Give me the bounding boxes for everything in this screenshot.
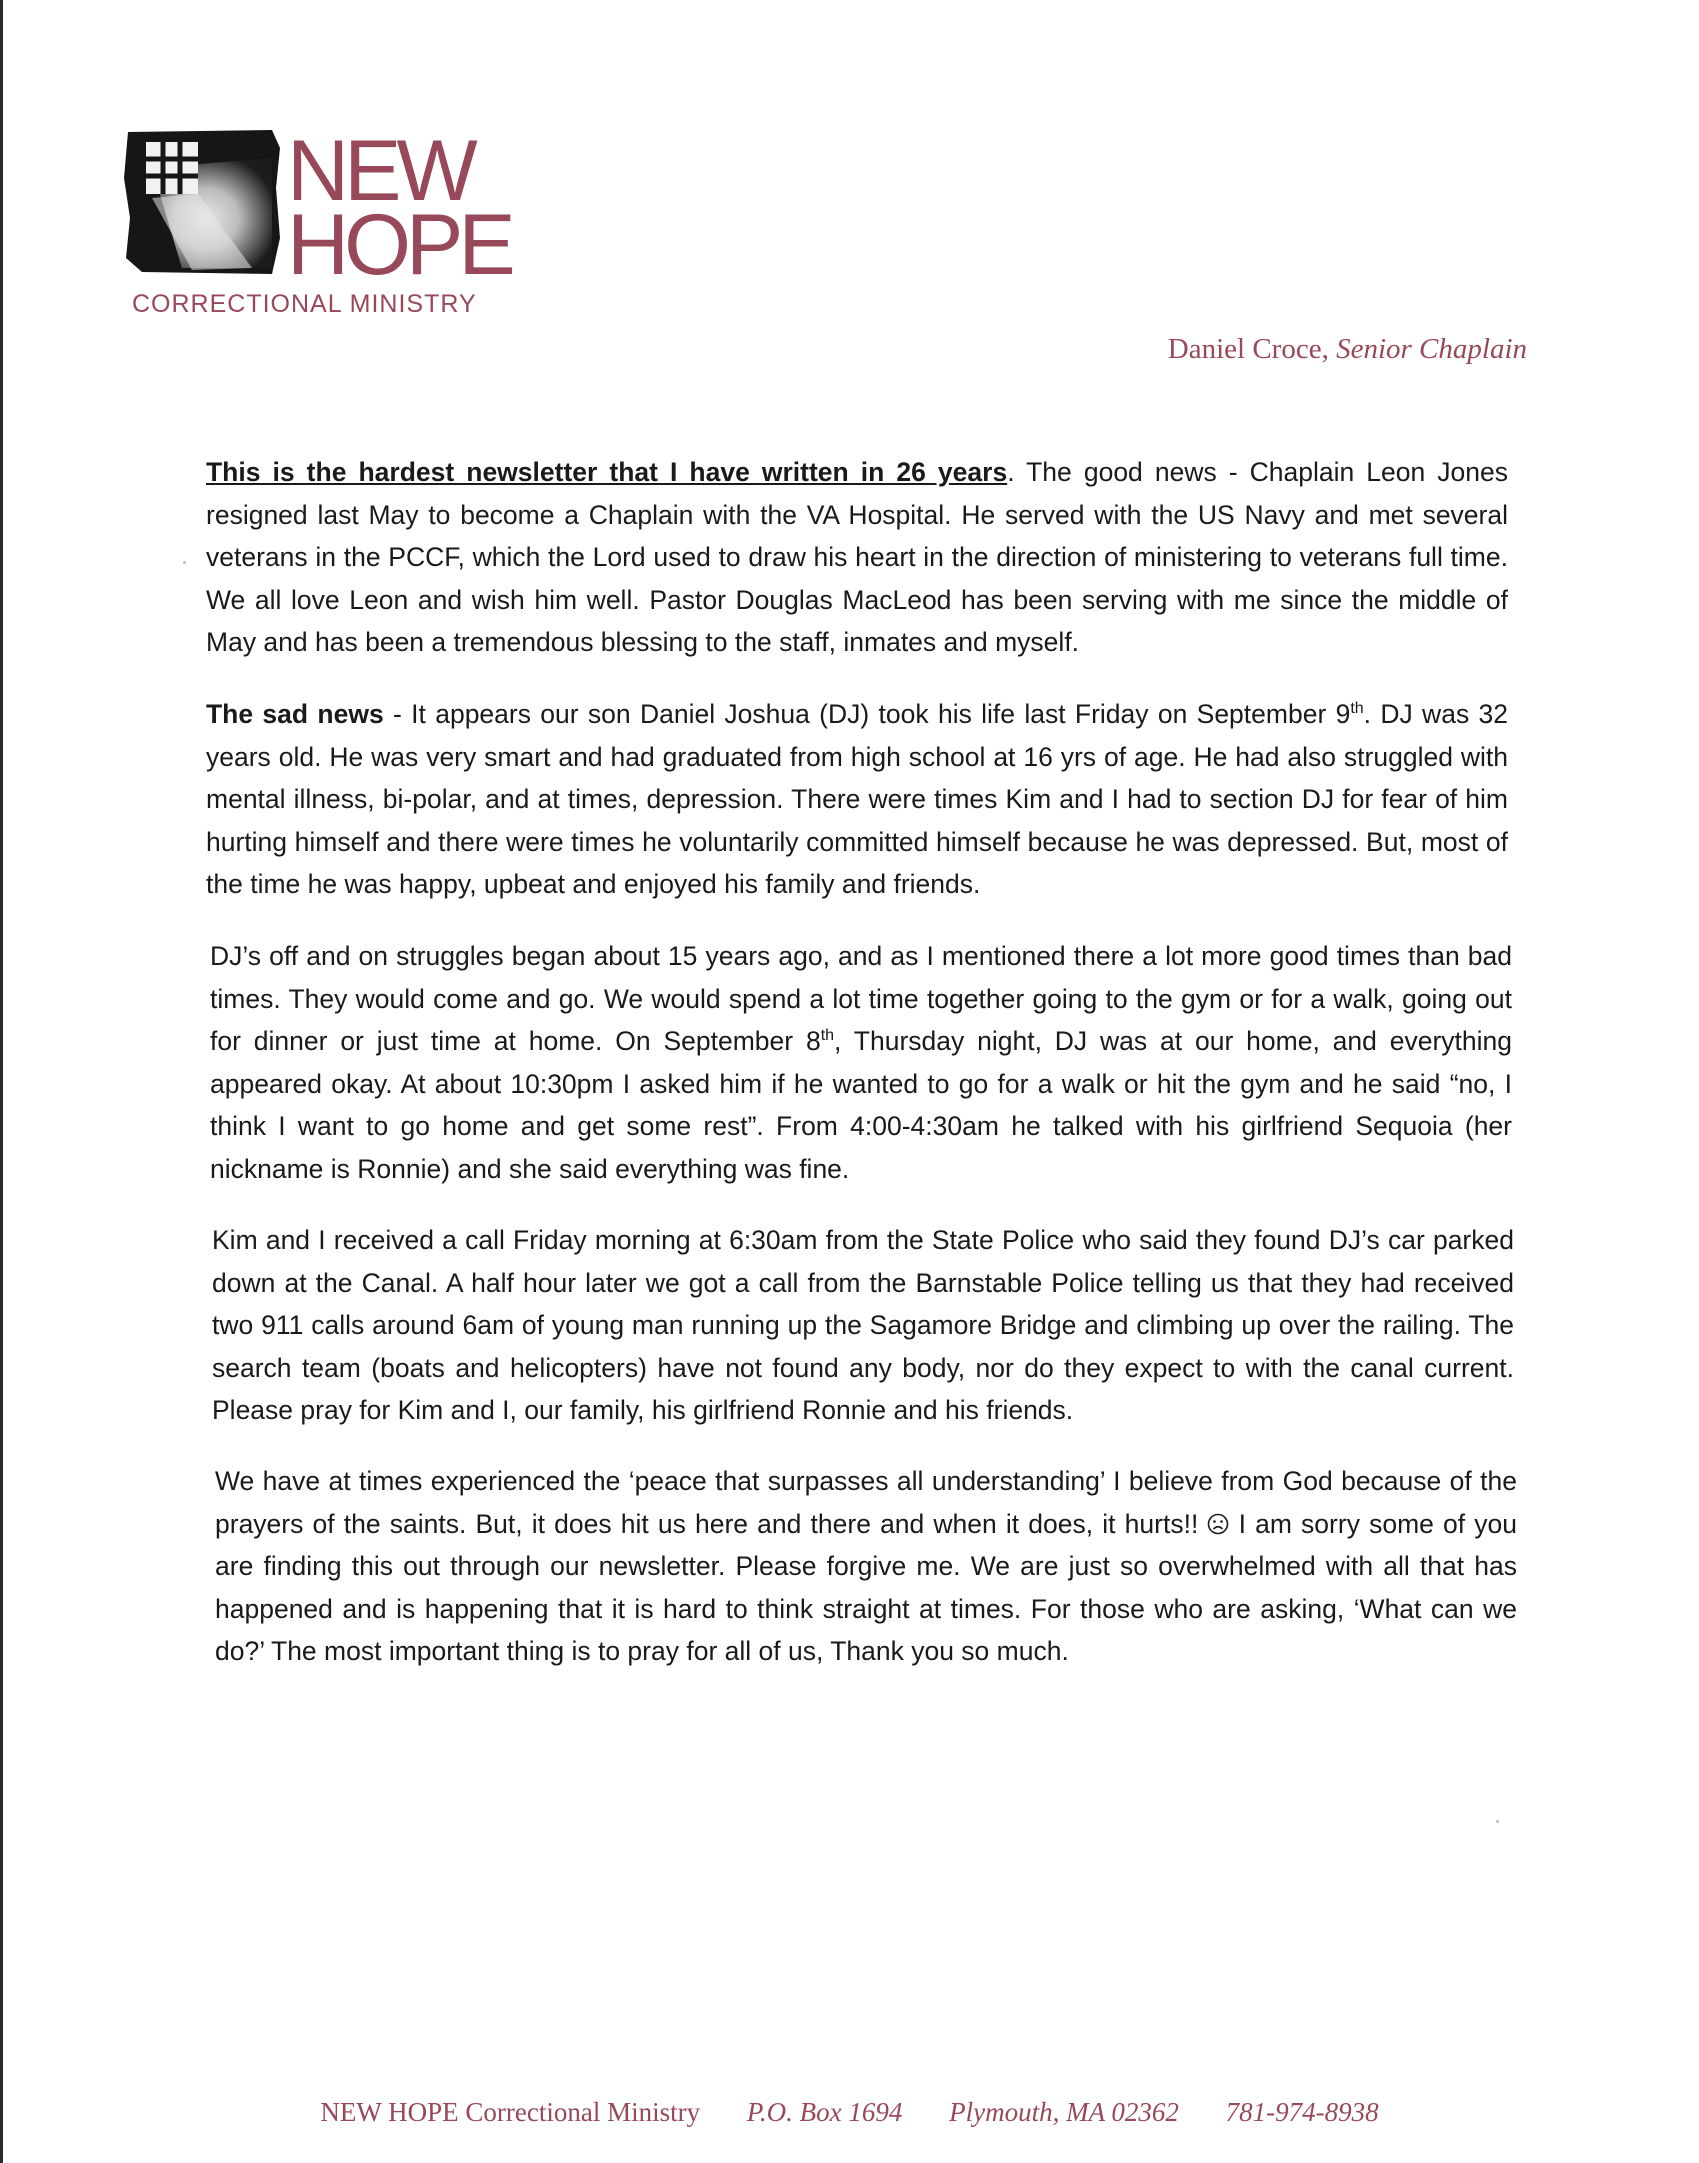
paragraph-2-sup: th [1350, 700, 1364, 718]
logo-subtitle: CORRECTIONAL MINISTRY [132, 290, 477, 318]
paragraph-4-text: Kim and I received a call Friday morning at 6:30am from the State Police who said they found DJ’s car parked down at the Canal. A half hour later we got a call from the Barnstable Police telling us that they had received two 911 calls around 6am of young man running up the Sagamore Bridge and climbing up over the railing. The search team (boats and helicopters) have not found any body, nor do they expect to with the canal current. Please pray for Kim and I, our family, his girlfriend Ronnie and his friends. [212, 1225, 1514, 1425]
chaplain-title: Senior Chaplain [1336, 333, 1527, 365]
paragraph-3-sup: th [820, 1027, 835, 1045]
paragraph-1-lead: This is the hardest newsletter that I have written in 26 years [206, 457, 1008, 487]
paragraph-3-text-a: DJ’s off and on struggles began about 15 years ago, and as I mentioned there a lot more good times than bad times. They would come and go. We would spend a lot time together going to the gym or for a walk, going out for dinner or just time at home. On September 8 [210, 941, 1512, 1056]
chaplain-name: Daniel Croce, [1167, 333, 1329, 365]
footer-phone: 781-974-8938 [1225, 2097, 1379, 2127]
paragraph-1-text: . The good news - Chaplain Leon Jones resigned last May to become a Chaplain with the VA Hospital. He served with the US Navy and met several veterans in the PCCF, which the Lord used to draw his heart in the direction of ministering to veterans full time. We all love Leon and wish him well. Pastor Douglas MacLeod has been serving with me since the middle of May and has been a tremendous blessing to the staff, inmates and myself. [206, 457, 1509, 657]
scan-speck [183, 561, 186, 564]
frown-face-icon [1207, 1513, 1229, 1535]
logo [122, 123, 512, 328]
paragraph-2-text-a: - It appears our son Daniel Joshua (DJ) took his life last Friday on September 9 [383, 699, 1351, 729]
footer [0, 2097, 1699, 2128]
footer-city: Plymouth, MA 02362 [949, 2097, 1179, 2127]
paragraph-2-text-b: . DJ was 32 years old. He was very smart and had graduated from high school at 16 yrs of age. He had also struggled with mental illness, bi-polar, and at times, depression. There were times Kim and I had to section DJ for fear of him hurting himself and there were times he voluntarily committed himself because he was depressed. But, most of the time he was happy, upbeat and enjoyed his family and friends. [206, 699, 1508, 899]
scan-speck [1496, 1820, 1499, 1823]
paragraph-1 [206, 451, 1508, 664]
paragraph-5 [215, 1460, 1517, 1673]
paragraph-5-text-a: We have at times experienced the ‘peace that surpasses all understanding’ I believe from God because of the prayers of the saints. But, it does hit us here and there and when it does, it hurts!! [215, 1466, 1517, 1539]
paragraph-4 [212, 1219, 1514, 1432]
footer-org: NEW HOPE Correctional Ministry [320, 2097, 701, 2127]
prison-window-icon [122, 128, 282, 276]
paragraph-2-lead: The sad news [206, 699, 384, 729]
footer-pobox: P.O. Box 1694 [746, 2097, 903, 2127]
paragraph-3-text-b: , Thursday night, DJ was at our home, and everything appeared okay. At about 10:30pm I asked him if he wanted to go for a walk or hit the gym and he said “no, I think I want to go home and get some rest”. From 4:00-4:30am he talked with his girlfriend Sequoia (her nickname is Ronnie) and she said everything was fine. [210, 1026, 1513, 1184]
paragraph-2 [206, 693, 1508, 906]
paragraph-5-text-b: I am sorry some of you are finding this out through our newsletter. Please forgive me. We are just so overwhelmed with all that has happened and is happening that it is hard to think straight at times. For those who are asking, ‘What can we do?’ The most important thing is to pray for all of us, Thank you so much. [215, 1508, 1517, 1666]
paragraph-3 [210, 935, 1512, 1190]
logo-word-hope: HOPE [287, 197, 511, 293]
logo-word-new: NEW [287, 123, 473, 219]
scan-edge [0, 0, 3, 2163]
chaplain-signature-line [1168, 333, 1527, 366]
